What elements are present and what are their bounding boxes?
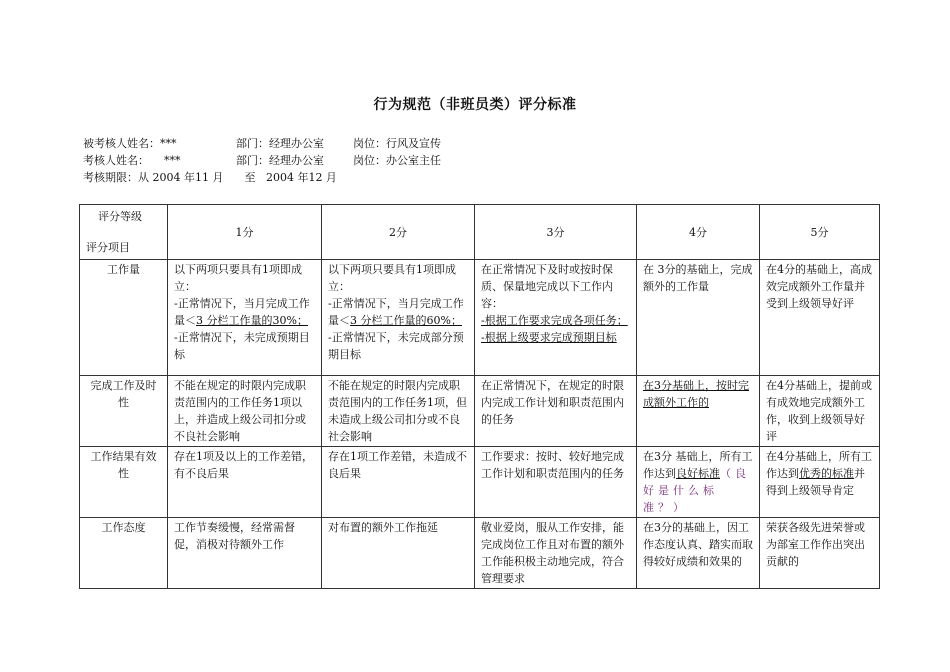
examinee-name: 被考核人姓名：***: [83, 137, 177, 150]
cell-attitude-3: 敬业爱岗，服从工作安排，能完成岗位工作且对布置的额外工作能积极主动地完成，符合管理要求: [475, 518, 637, 589]
table-row: [80, 260, 880, 376]
cell-effectiveness-1: 存在1项及以上的工作差错，有不良后果: [168, 447, 322, 518]
examiner-dept: 部门：经理办公室: [236, 154, 324, 167]
cell-effectiveness-2: 存在1项工作差错，未造成不良后果: [322, 447, 475, 518]
cell-timeliness-1: 不能在规定的时限内完成职责范围内的工作任务1项以上，并造成上级公司扣分或不良社会影响: [168, 376, 322, 447]
row-item-attitude: 工作态度: [80, 518, 168, 589]
reviewer-comment: （良好是什么标准？）: [643, 467, 750, 514]
examiner-line: [83, 153, 441, 169]
cell-effectiveness-5: 在4分基础上，所有工作达到优秀的标准并得到上级领导肯定: [760, 447, 880, 518]
table-row: [80, 447, 880, 518]
cell-attitude-1: 工作节奏缓慢，经常需督促，消极对待额外工作: [168, 518, 322, 589]
examinee-line: [83, 136, 441, 152]
row-item-workload: 工作量: [80, 260, 168, 376]
header-row: [80, 205, 880, 260]
row-item-effectiveness: 工作结果有效性: [80, 447, 168, 518]
examiner-label: 考核人姓名：: [83, 154, 149, 167]
level-4-header: 4分: [637, 205, 760, 260]
cell-workload-3: 在正常情况下及时或按时保质、保量地完成以下工作内容： -根据工作要求完成各项任务； -根据上级要求完成预期目标: [475, 260, 637, 376]
examiner-post: 岗位：办公室主任: [353, 154, 441, 167]
document-title: 行为规范（非班员类）评分标准: [373, 97, 577, 113]
level-5-header: 5分: [760, 205, 880, 260]
cell-timeliness-2: 不能在规定的时限内完成职责范围内的工作任务1项，但未造成上级公司扣分或不良社会影响: [322, 376, 475, 447]
corner-cell: [80, 205, 168, 260]
cell-attitude-2: 对布置的额外工作拖延: [322, 518, 475, 589]
level-3-header: 3分: [475, 205, 637, 260]
cell-effectiveness-3: 工作要求：按时、较好地完成工作计划和职责范围内的任务: [475, 447, 637, 518]
cell-workload-2: 以下两项只要具有1项即成立： -正常情况下，当月完成工作量＜3 分栏工作量的60%； -正常情况下，未完成部分预期目标: [322, 260, 475, 376]
cell-workload-1: 以下两项只要具有1项即成立： -正常情况下，当月完成工作量＜3 分栏工作量的30%； -正常情况下，未完成预期目标: [168, 260, 322, 376]
assessment-period: 考核期限：从 2004 年11 月 至 2004 年12 月: [83, 171, 337, 184]
table-row: [80, 376, 880, 447]
cell-attitude-5: 荣获各级先进荣誉或为部室工作作出突出贡献的: [760, 518, 880, 589]
cell-attitude-4: 在3分的基础上，因工作态度认真、踏实而取得较好成绩和效果的: [637, 518, 760, 589]
cell-workload-5: 在4分的基础上，高成效完成额外工作量并受到上级领导好评: [760, 260, 880, 376]
level-2-header: 2分: [322, 205, 475, 260]
cell-timeliness-3: 在正常情况下，在规定的时限内完成工作计划和职责范围内的任务: [475, 376, 637, 447]
examiner-name: ***: [164, 154, 181, 167]
corner-item-label: 评分项目: [86, 241, 130, 254]
level-1-header: 1分: [168, 205, 322, 260]
examinee-dept: 部门：经理办公室: [236, 137, 324, 150]
corner-level-label: 评分等级: [98, 210, 142, 223]
table-row: [80, 518, 880, 589]
cell-timeliness-5: 在4分基础上，提前或有成效地完成额外工作，收到上级领导好评: [760, 376, 880, 447]
cell-timeliness-4: 在3分基础上，按时完成额外工作的: [637, 376, 760, 447]
cell-effectiveness-4: 在3分 基础上，所有工作达到良好标准（良好是什么标准？）: [637, 447, 760, 518]
cell-workload-4: 在 3分的基础上，完成额外的工作量: [637, 260, 760, 376]
row-item-timeliness: 完成工作及时性: [80, 376, 168, 447]
examinee-post: 岗位：行风及宣传: [353, 137, 441, 150]
scoring-table: [79, 204, 880, 589]
